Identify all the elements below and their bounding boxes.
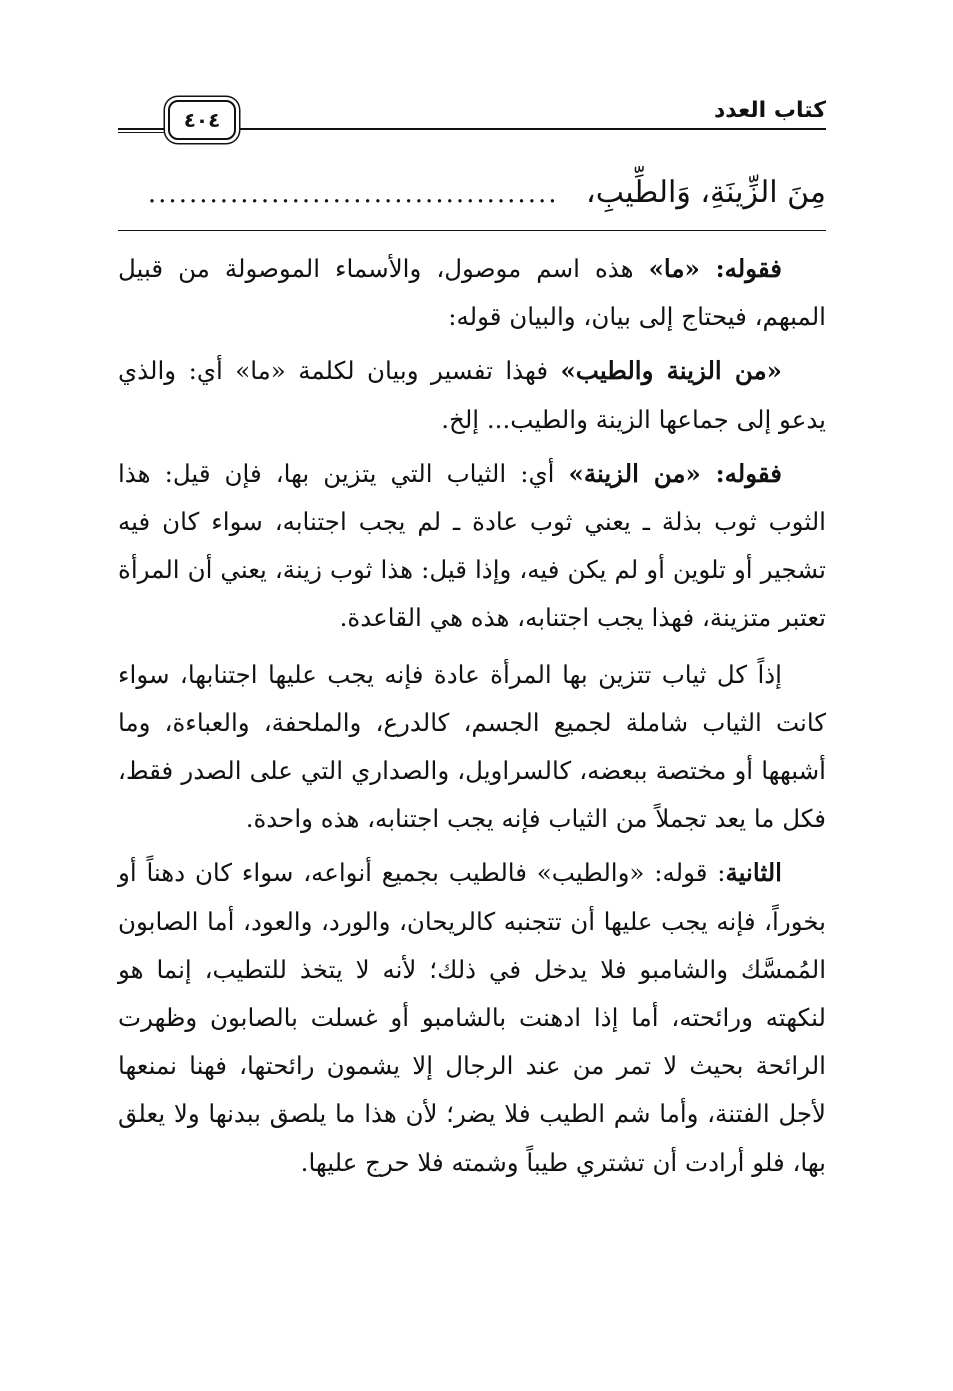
paragraph-text: هذه اسم موصول، والأسماء الموصولة من قبيل المبهم، فيحتاج إلى بيان، والبيان قوله: — [118, 254, 826, 332]
paragraph-text: : قوله: «والطيب» فالطيب بجميع أنواعه، سواء كان دهناً أو بخوراً، فإنه يجب عليها أن تتجنبه كالريحان، والورد، والعود، أما الصابون المُمسَّك والشامبو فلا يدخل في ذلك؛ لأنه لا يتخذ للتطيب، إنما هو لنكهته ورائحته، أما إذا ادهنت بالشامبو أو غسلت بالصابون وظهرت الرائحة بحيث لا تمر من عند الرجال إلا يشمون رائحتها، فهنا نمنعها لأجل الفتنة، وأما شم الطيب فلا يضر؛ لأن هذا ما يلصق ببدنها ولا يعلق بها، فلو أرادت أن تشتري طيباً وشمته فلا حرج عليها. — [118, 858, 826, 1177]
paragraph — [118, 245, 826, 341]
matn-text: مِنَ الزِّينَةِ، وَالطِّيبِ، — [586, 175, 826, 210]
paragraph-text: فهذا تفسير وبيان لكلمة «ما» أي: والذي يدعو إلى جماعها الزينة والطيب... إلخ. — [118, 356, 826, 434]
commentary-body — [118, 245, 826, 1187]
paragraph — [118, 849, 826, 1186]
book-title: كتاب العدد — [713, 98, 826, 123]
page-number: ٤٠٤ — [168, 100, 236, 140]
header-rule-short — [118, 132, 166, 133]
book-page — [118, 88, 826, 1308]
page-header — [118, 88, 826, 144]
matn-line — [118, 166, 826, 220]
paragraph — [118, 450, 826, 643]
paragraph-text: أي: الثياب التي يتزين بها، فإن قيل: هذا الثوب ثوب بذلة ـ يعني ثوب عادة ـ لم يجب اجتنابه، سواء كان فيه تشجير أو تلوين أو لم يكن فيه، وإذا قيل: هذا ثوب زينة، يعني أن المرأة تعتبر متزينة، فهذا يجب اجتنابه، هذه هي القاعدة. — [118, 458, 826, 633]
paragraph-text: إذاً كل ثياب تتزين بها المرأة عادة فإنه يجب عليها اجتنابها، سواء كانت الثياب شاملة لجميع الجسم، كالدرع، والملحفة، والعباءة، وما أشبهها أو مختصة ببعضه، كالسراويل، والصداري التي على الصدر فقط، فكل ما يعد تجملاً من الثياب فإنه يجب اجتنابه، هذه واحدة. — [118, 659, 826, 834]
paragraph — [118, 651, 826, 844]
paragraph-lead: «من الزينة والطيب» — [560, 356, 782, 386]
matn-rule — [118, 230, 826, 231]
paragraph — [118, 347, 826, 443]
paragraph-lead: الثانية — [725, 858, 782, 888]
paragraph-lead: فقوله: «ما» — [648, 254, 782, 283]
matn-dots: ........................................ — [147, 179, 559, 209]
paragraph-lead: فقوله: «من الزينة» — [568, 458, 782, 488]
